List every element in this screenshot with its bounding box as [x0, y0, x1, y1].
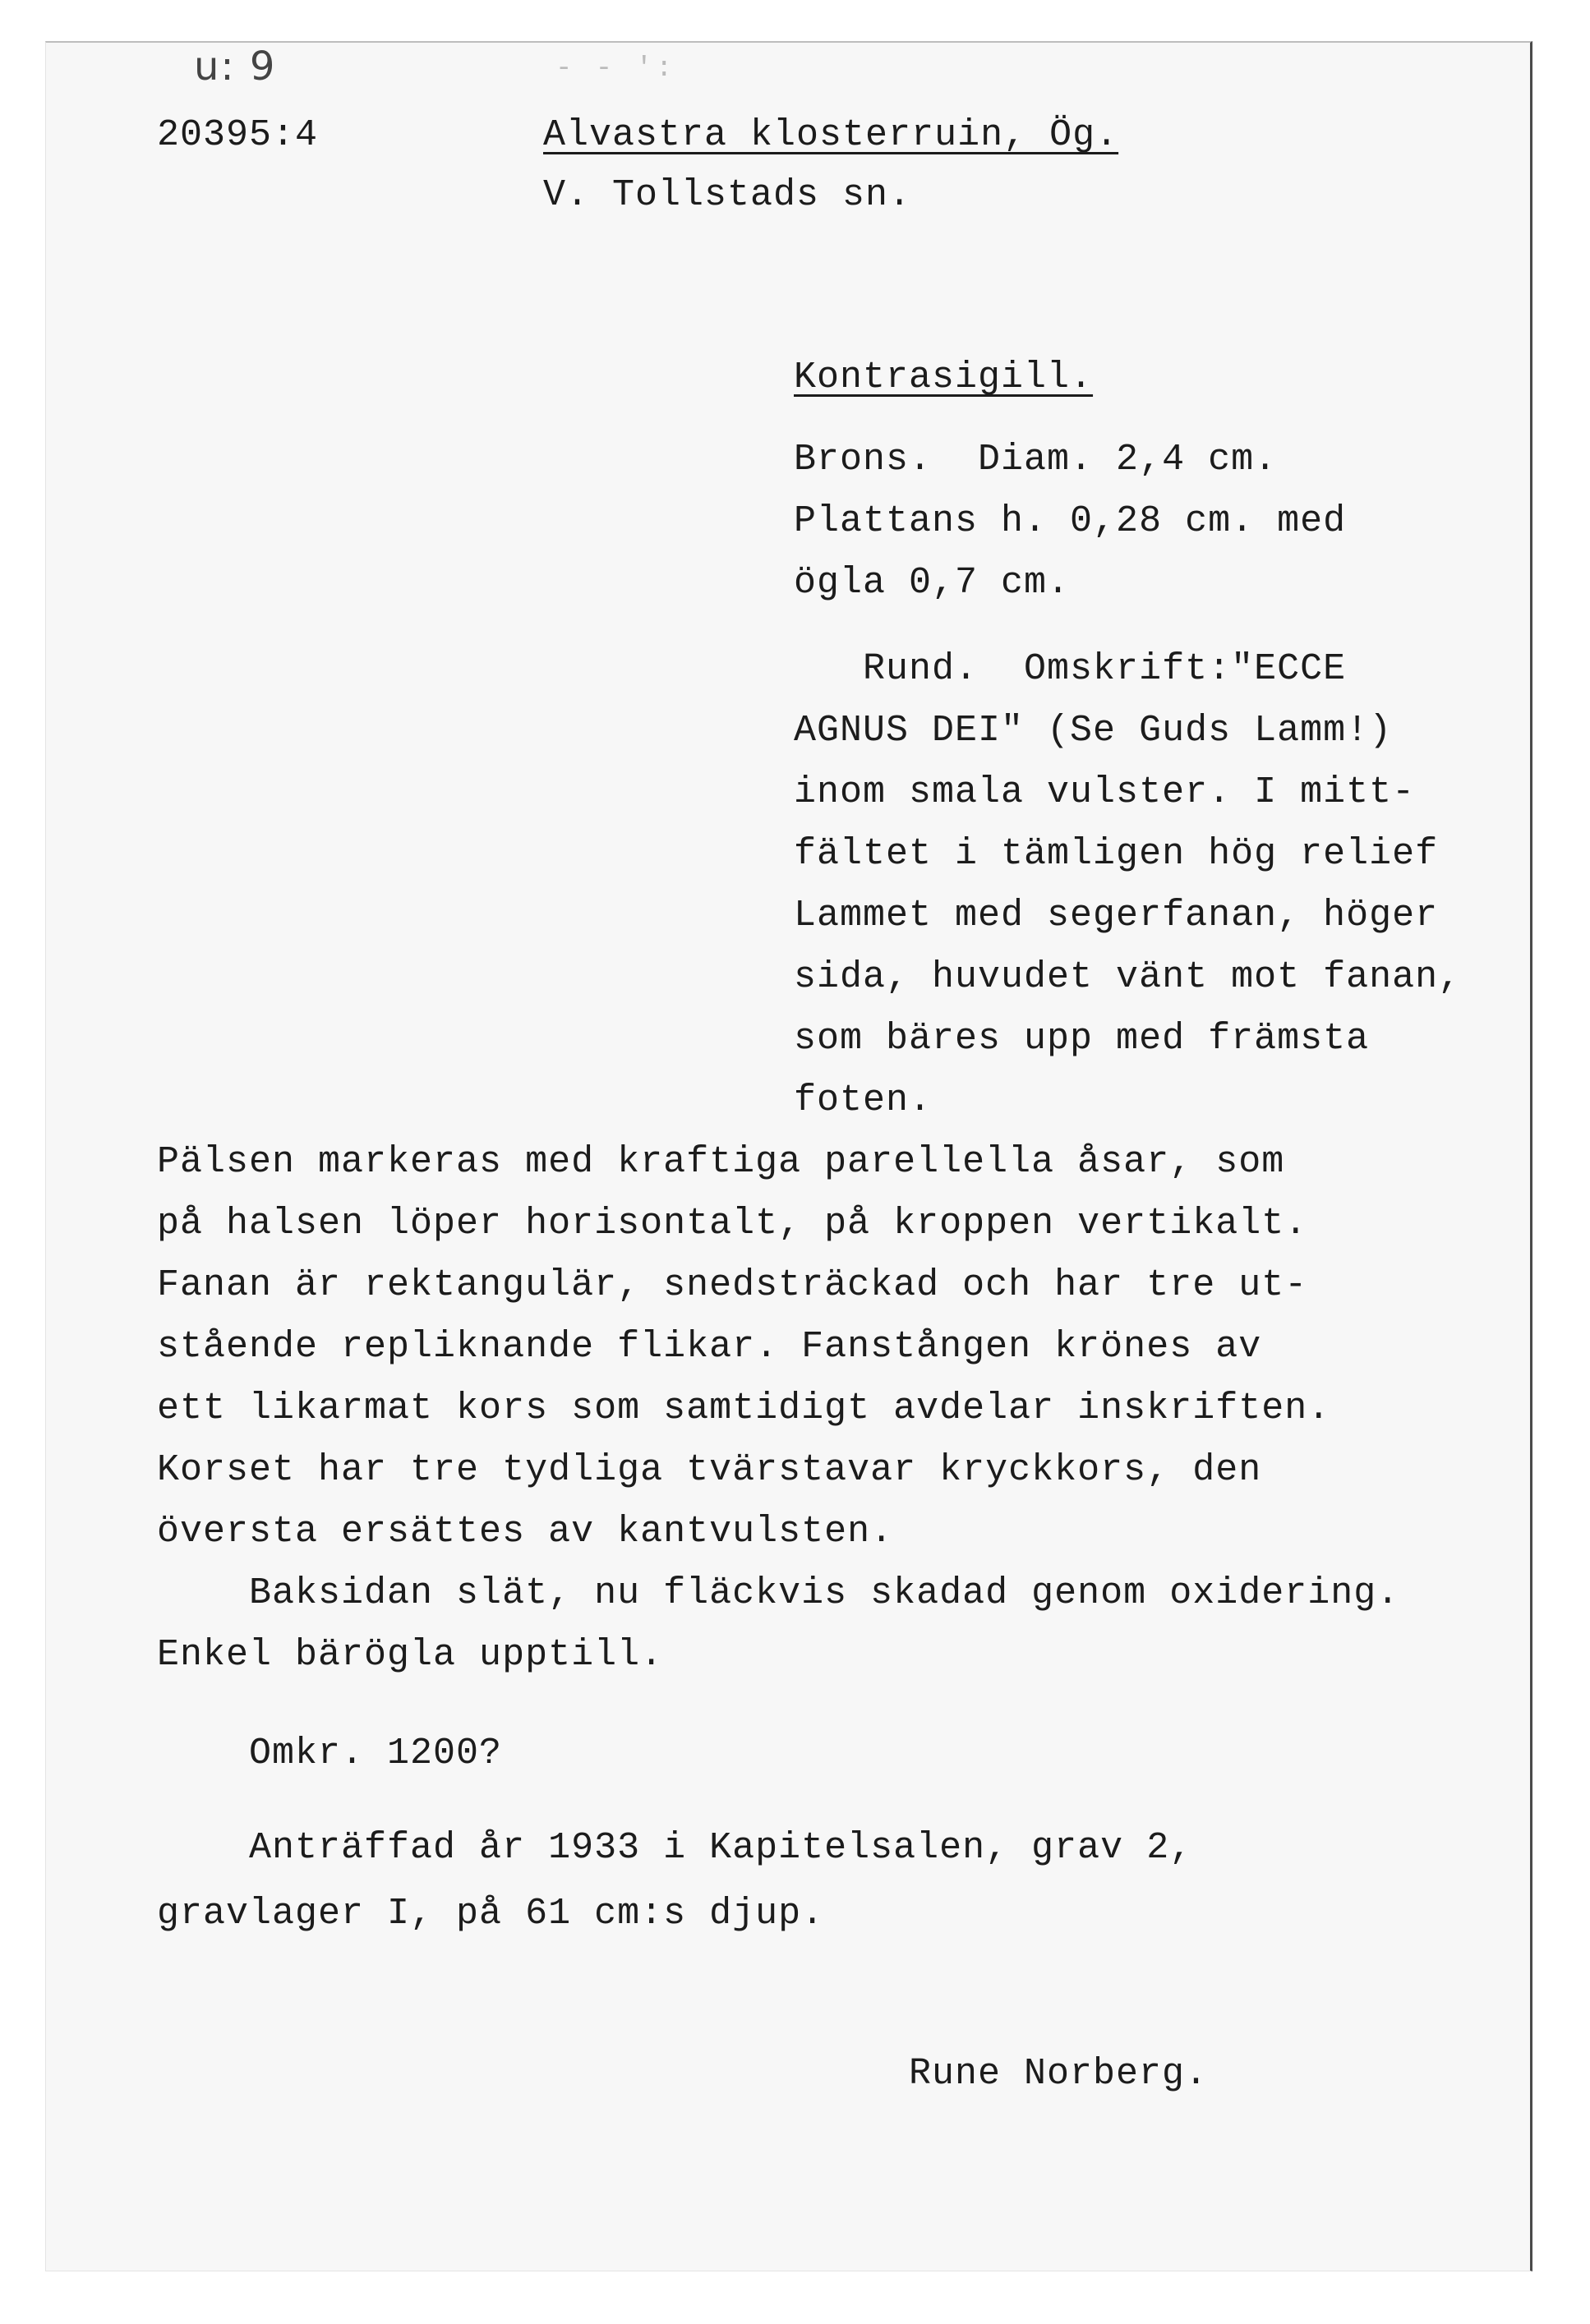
- spec-line: Plattans h. 0,28 cm. med: [794, 500, 1347, 542]
- dating-line: Omkr. 1200?: [157, 1733, 503, 1774]
- description-line: Baksidan slät, nu fläckvis skadad genom oxidering.: [157, 1572, 1400, 1614]
- description-line: fältet i tämligen hög relief: [794, 833, 1439, 875]
- description-line: stående repliknande flikar. Fanstången krönes av: [157, 1326, 1262, 1368]
- description-line: foten.: [794, 1079, 933, 1121]
- spec-line: Brons. Diam. 2,4 cm.: [794, 439, 1278, 481]
- description-line: Pälsen markeras med kraftiga parellella åsar, som: [157, 1141, 1285, 1183]
- find-line: gravlager I, på 61 cm:s djup.: [157, 1893, 825, 1935]
- description-line: sida, huvudet vänt mot fanan,: [794, 956, 1462, 998]
- signature: Rune Norberg.: [909, 2053, 1209, 2095]
- parish-name: V. Tollstads sn.: [543, 174, 912, 216]
- catalog-number: 20395:4: [157, 114, 319, 156]
- spec-line: ögla 0,7 cm.: [794, 562, 1071, 604]
- faint-stamp: - - ':: [555, 53, 696, 85]
- description-line: översta ersättes av kantvulsten.: [157, 1511, 894, 1553]
- site-name: Alvastra klosterruin, Ög.: [543, 114, 1119, 156]
- description-line: som bäres upp med främsta: [794, 1018, 1370, 1060]
- handwritten-mark: u: 9: [194, 44, 277, 90]
- description-line: inom smala vulster. I mitt-: [794, 771, 1416, 813]
- description-line: på halsen löper horisontalt, på kroppen vertikalt.: [157, 1203, 1308, 1245]
- description-line: Lammet med segerfanan, höger: [794, 895, 1439, 937]
- description-line: Rund. Omskrift:"ECCE: [794, 648, 1347, 690]
- description-line: Korset har tre tydliga tvärstavar kryckkors, den: [157, 1449, 1262, 1491]
- object-title: Kontrasigill.: [794, 357, 1094, 398]
- description-line: Enkel bärögla upptill.: [157, 1634, 664, 1676]
- find-line: Anträffad år 1933 i Kapitelsalen, grav 2,: [157, 1827, 1193, 1869]
- catalog-card: [45, 41, 1532, 2271]
- description-line: ett likarmat kors som samtidigt avdelar inskriften.: [157, 1387, 1331, 1429]
- description-line: Fanan är rektangulär, snedsträckad och har tre ut-: [157, 1264, 1308, 1306]
- description-line: AGNUS DEI" (Se Guds Lamm!): [794, 710, 1393, 752]
